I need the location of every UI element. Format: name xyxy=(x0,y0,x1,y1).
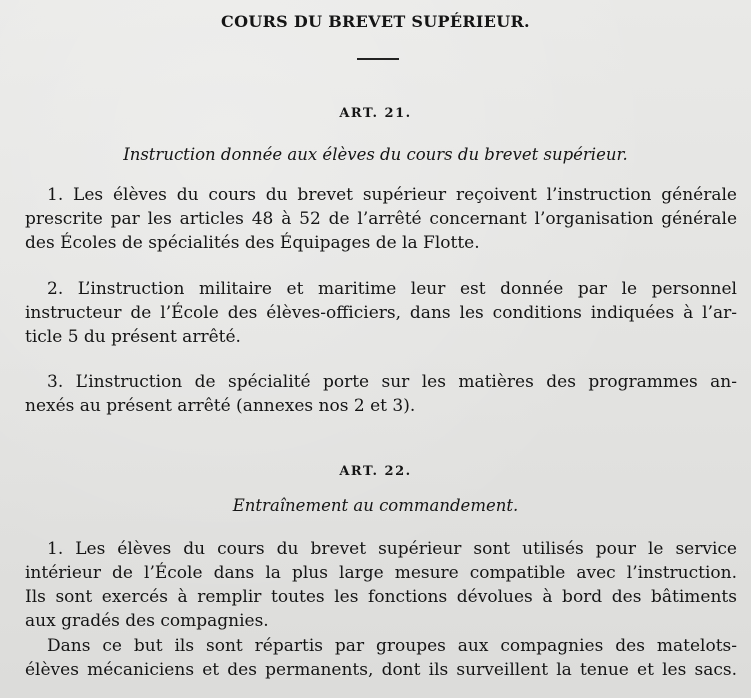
text-line: 3. L’instruction de spécialité porte sur les matières des programmes an- xyxy=(47,372,737,392)
text-line: ticle 5 du présent arrêté. xyxy=(25,327,241,347)
text-line: Dans ce but ils sont répartis par groupes aux compagnies des matelots- xyxy=(47,636,737,656)
page-title: COURS DU BREVET SUPÉRIEUR. xyxy=(221,12,530,31)
text-line: des Écoles de spécialités des Équipages de la Flotte. xyxy=(25,233,480,253)
art-21-paragraph-3 xyxy=(25,370,737,418)
art-21-label: ART. 21. xyxy=(339,106,412,121)
text-line: instructeur de l’École des élèves-officiers, dans les conditions indiquées à l’ar- xyxy=(25,303,737,323)
art-21-paragraph-1 xyxy=(25,183,737,255)
art-22-label: ART. 22. xyxy=(339,464,412,479)
art-22-paragraph-1 xyxy=(25,537,737,633)
art-22-heading: Entraînement au commandement. xyxy=(232,496,519,515)
art-21-paragraph-2 xyxy=(25,277,737,349)
text-line: intérieur de l’École dans la plus large mesure compatible avec l’instruction. xyxy=(25,563,737,583)
text-line: 1. Les élèves du cours du brevet supérieur sont utilisés pour le service xyxy=(47,539,737,559)
text-line: 1. Les élèves du cours du brevet supérieur reçoivent l’instruction générale xyxy=(47,185,737,205)
art-21-heading: Instruction donnée aux élèves du cours du brevet supérieur. xyxy=(123,145,628,164)
text-line: aux gradés des compagnies. xyxy=(25,611,269,631)
text-line: Ils sont exercés à remplir toutes les fonctions dévolues à bord des bâtiments xyxy=(25,587,737,607)
text-line: nexés au présent arrêté (annexes nos 2 et 3). xyxy=(25,396,416,416)
title-rule xyxy=(357,58,399,60)
art-22-paragraph-2 xyxy=(25,634,737,682)
text-line: élèves mécaniciens et des permanents, dont ils surveillent la tenue et les sacs. xyxy=(25,660,737,680)
text-line: prescrite par les articles 48 à 52 de l’arrêté concernant l’organisation générale xyxy=(25,209,737,229)
text-line: 2. L’instruction militaire et maritime leur est donnée par le personnel xyxy=(47,279,737,299)
